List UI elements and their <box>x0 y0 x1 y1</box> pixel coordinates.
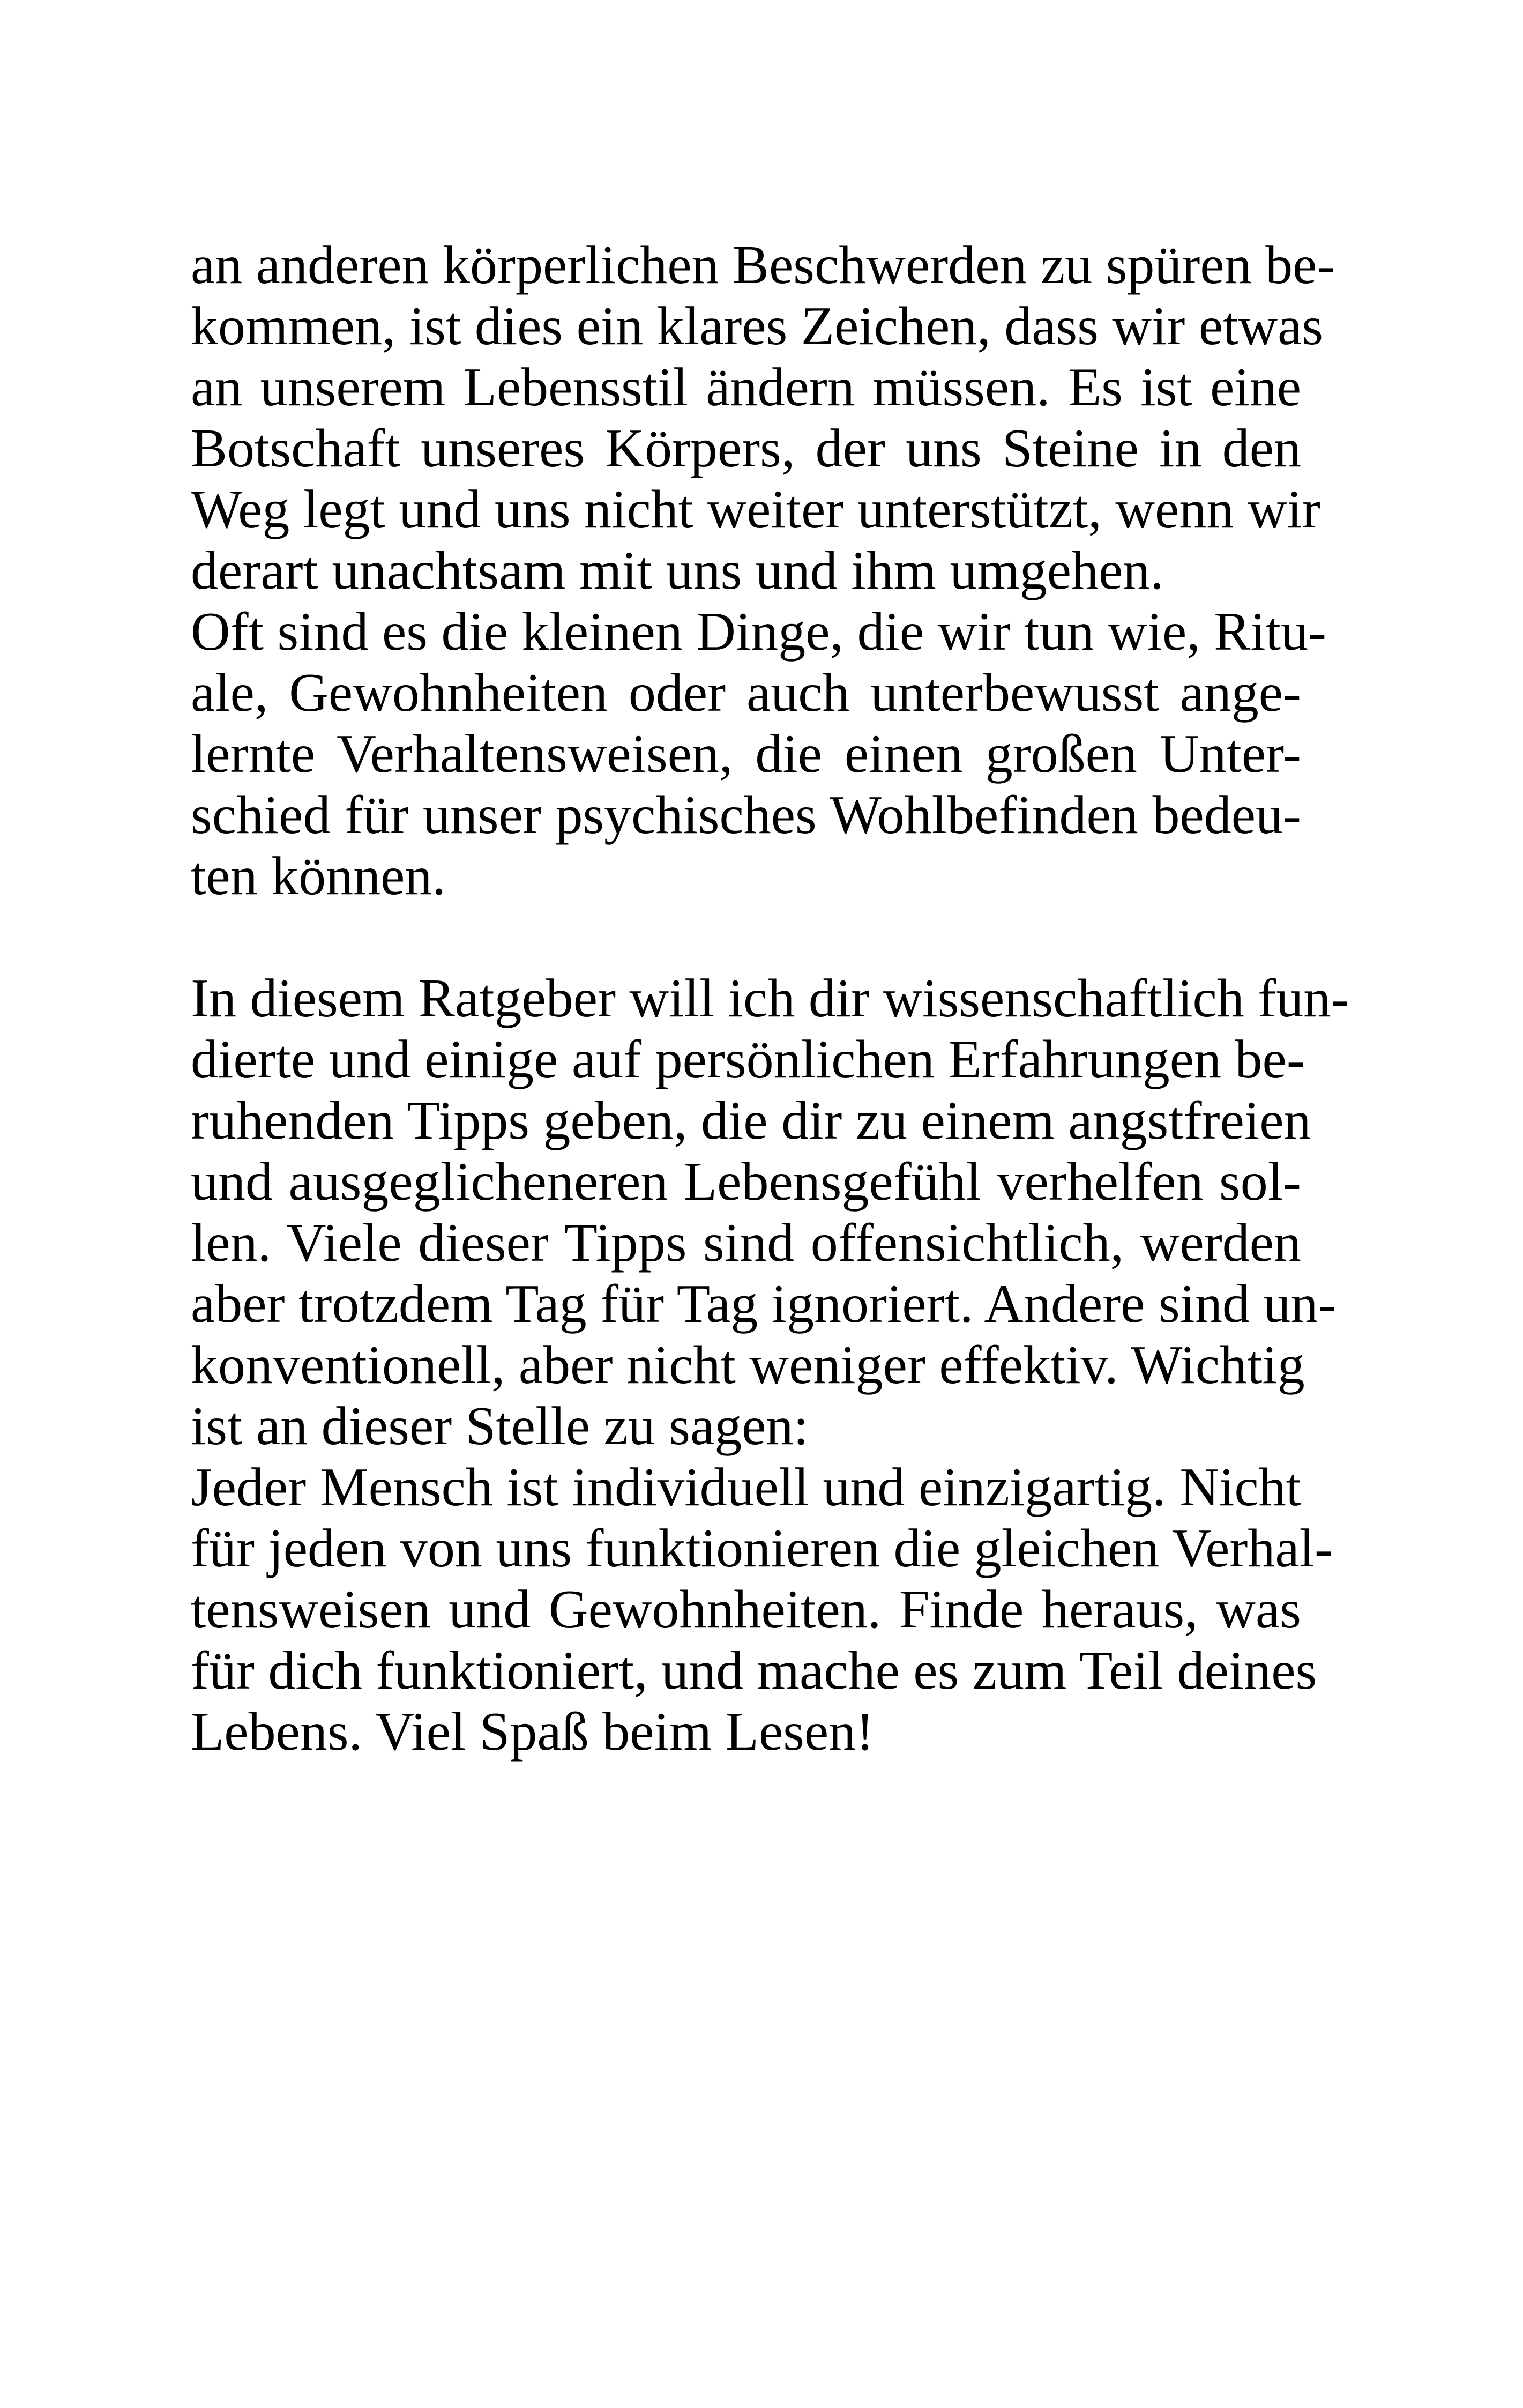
text-line: Botschaft unseres Körpers, der uns Steine in den <box>191 418 1301 479</box>
text-line: konventionell, aber nicht weniger effektiv. Wichtig <box>191 1335 1305 1395</box>
text-line: ale, Gewohnheiten oder auch unterbewusst ange- <box>191 663 1301 723</box>
body-text <box>191 235 1349 1763</box>
paragraph-spacer <box>191 907 1301 968</box>
text-line: schied für unser psychisches Wohlbefinden bedeu- <box>191 785 1301 845</box>
text-line: dierte und einige auf persönlichen Erfahrungen be- <box>191 1029 1305 1090</box>
paragraph-2 <box>191 601 1326 907</box>
text-line: Lebens. Viel Spaß beim Lesen! <box>191 1701 875 1762</box>
text-line: aber trotzdem Tag für Tag ignoriert. Andere sind un- <box>191 1274 1337 1334</box>
paragraph-4 <box>191 1457 1333 1763</box>
text-line: In diesem Ratgeber will ich dir wissenschaftlich fun- <box>191 968 1349 1029</box>
text-line: ist an dieser Stelle zu sagen: <box>191 1396 809 1456</box>
text-line: und ausgeglicheneren Lebensgefühl verhelfen sol- <box>191 1151 1301 1212</box>
text-line: für dich funktioniert, und mache es zum Teil deines <box>191 1640 1317 1701</box>
paragraph-3 <box>191 968 1349 1457</box>
text-line: len. Viele dieser Tipps sind offensichtlich, werden <box>191 1213 1301 1273</box>
text-line: tensweisen und Gewohnheiten. Finde heraus, was <box>191 1579 1301 1640</box>
text-line: ruhenden Tipps geben, die dir zu einem angstfreien <box>191 1090 1311 1151</box>
text-line: an anderen körperlichen Beschwerden zu spüren be- <box>191 235 1335 295</box>
text-line: lernte Verhaltensweisen, die einen großen Unter- <box>191 724 1301 784</box>
text-line: derart unachtsam mit uns und ihm umgehen. <box>191 540 1164 601</box>
text-line: an unserem Lebensstil ändern müssen. Es ist eine <box>191 357 1301 418</box>
text-line: kommen, ist dies ein klares Zeichen, dass wir etwas <box>191 296 1324 356</box>
paragraph-1 <box>191 235 1335 601</box>
text-line: Weg legt und uns nicht weiter unterstützt, wenn wir <box>191 479 1320 540</box>
text-line: Jeder Mensch ist individuell und einzigartig. Nicht <box>191 1457 1301 1518</box>
text-line: Oft sind es die kleinen Dinge, die wir tun wie, Ritu- <box>191 601 1326 662</box>
text-line: ten können. <box>191 846 446 906</box>
text-line: für jeden von uns funktionieren die gleichen Verhal- <box>191 1518 1333 1579</box>
